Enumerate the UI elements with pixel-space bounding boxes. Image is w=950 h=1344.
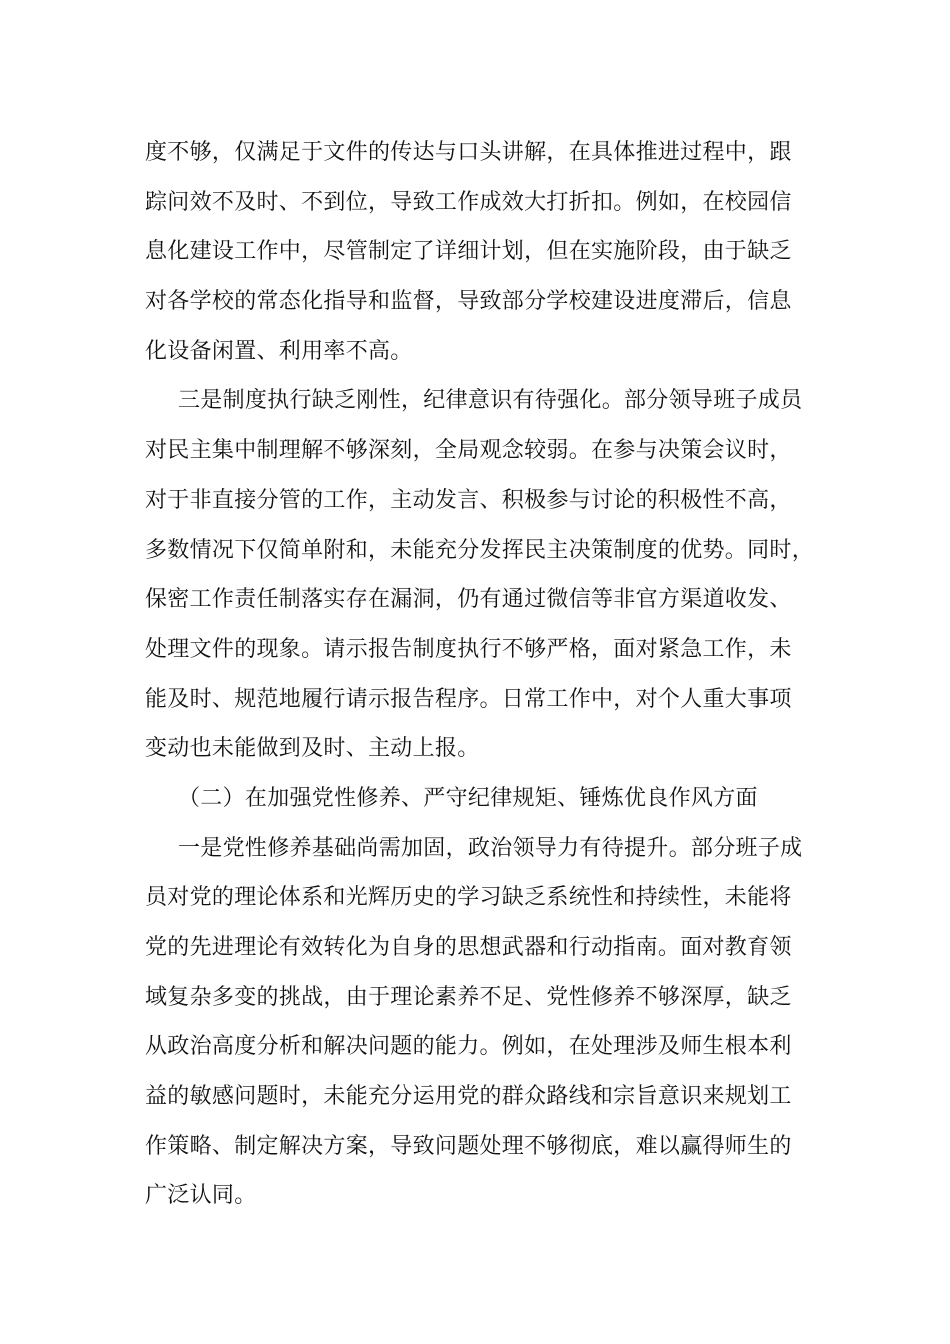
text-line: 对各学校的常态化指导和监督，导致部分学校建设进度滞后，信息 [145, 289, 792, 315]
text-line: 踪问效不及时、不到位，导致工作成效大打折扣。例如，在校园信 [145, 189, 792, 215]
text-line: 作策略、制定解决方案，导致问题处理不够彻底，难以赢得师生的 [145, 1133, 792, 1159]
text-line: 能及时、规范地履行请示报告程序。日常工作中，对个人重大事项 [145, 686, 792, 712]
text-line: 度不够，仅满足于文件的传达与口头讲解，在具体推进过程中，跟 [145, 140, 792, 165]
text-line: 员对党的理论体系和光辉历史的学习缺乏系统性和持续性，未能将 [145, 885, 792, 911]
text-line: 处理文件的现象。请示报告制度执行不够严格，面对紧急工作，未 [145, 636, 792, 662]
text-line: 息化建设工作中，尽管制定了详细计划，但在实施阶段，由于缺乏 [145, 239, 792, 265]
document-body [145, 128, 835, 1221]
text-line: 保密工作责任制落实存在漏洞，仍有通过微信等非官方渠道收发、 [145, 587, 792, 613]
text-line: 广泛认同。 [145, 1183, 257, 1209]
paragraph-start-line: 三是制度执行缺乏刚性，纪律意识有待强化。部分领导班子成员 [178, 388, 803, 414]
text-line: 域复杂多变的挑战，由于理论素养不足、党性修养不够深厚，缺乏 [145, 984, 792, 1010]
section-heading: （二）在加强党性修养、严守纪律规矩、锤炼优良作风方面 [178, 785, 758, 811]
text-line: 化设备闲置、利用率不高。 [145, 338, 413, 364]
text-line: 从政治高度分析和解决问题的能力。例如，在处理涉及师生根本利 [145, 1034, 792, 1060]
text-line: 变动也未能做到及时、主动上报。 [145, 736, 480, 762]
text-line: 对民主集中制理解不够深刻，全局观念较弱。在参与决策会议时， [145, 438, 792, 464]
text-line: 对于非直接分管的工作，主动发言、积极参与讨论的积极性不高， [145, 487, 792, 513]
text-line: 党的先进理论有效转化为自身的思想武器和行动指南。面对教育领 [145, 935, 792, 960]
text-line: 益的敏感问题时，未能充分运用党的群众路线和宗旨意识来规划工 [145, 1084, 792, 1110]
text-line: 多数情况下仅简单附和，未能充分发挥民主决策制度的优势。同时， [145, 537, 815, 563]
paragraph-start-line: 一是党性修养基础尚需加固，政治领导力有待提升。部分班子成 [178, 835, 803, 861]
